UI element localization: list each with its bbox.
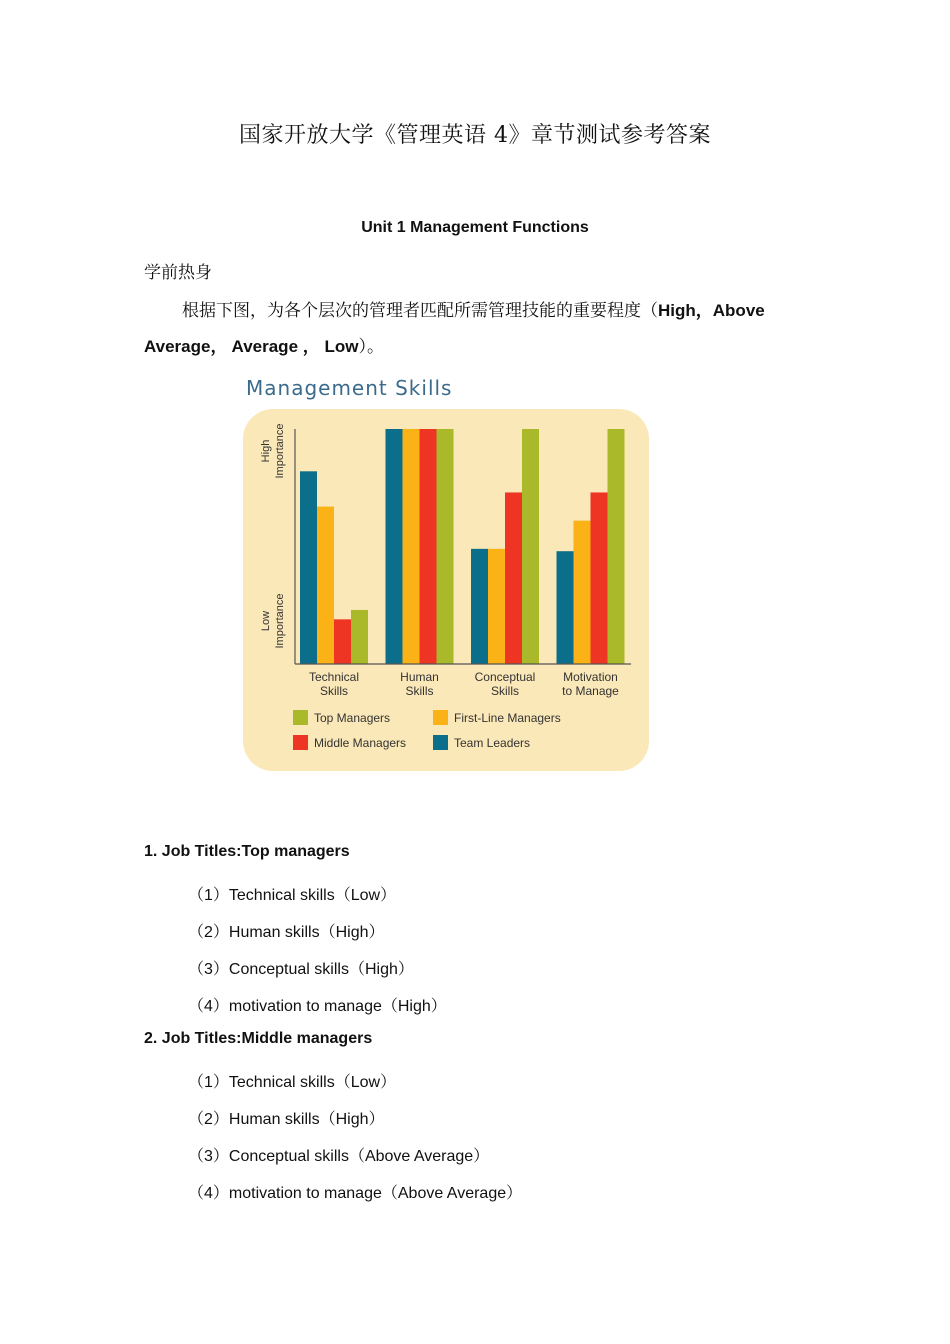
bar-middle-managers-0 (334, 619, 351, 664)
legend-swatch (293, 735, 308, 750)
bar-first-line-managers-2 (488, 549, 505, 664)
bar-middle-managers-3 (591, 492, 608, 664)
answer-item: （4）motivation to manage（Above Average） (188, 1185, 523, 1202)
legend-swatch (433, 710, 448, 725)
answer-heading-top-managers: 1. Job Titles:Top managers (144, 843, 350, 860)
legend-item-middle-managers (293, 735, 406, 750)
legend-swatch (293, 710, 308, 725)
bar-top-managers-1 (437, 429, 454, 664)
x-tick-label-3: Motivation to Manage (562, 670, 619, 698)
x-tick-label-2: Conceptual Skills (474, 670, 536, 698)
legend-label: Team Leaders (454, 735, 531, 750)
bar-middle-managers-2 (505, 492, 522, 664)
x-tick-label-0: Technical Skills (308, 670, 360, 698)
legend-item-top-managers (293, 710, 390, 725)
unit-title: Unit 1 Management Functions (361, 219, 589, 236)
bar-team-leaders-1 (386, 429, 403, 664)
legend-label: Middle Managers (314, 735, 407, 750)
bar-first-line-managers-0 (317, 507, 334, 664)
bar-first-line-managers-3 (574, 521, 591, 664)
instruction-options: High，Above Average， Average ， Low (144, 301, 765, 356)
bar-first-line-managers-1 (403, 429, 420, 664)
instruction-paragraph (144, 293, 814, 365)
answer-item: （2）Human skills（High） (188, 1111, 385, 1128)
bar-team-leaders-2 (471, 549, 488, 664)
instruction-end: ）。 (358, 337, 384, 357)
warmup-label: 学前热身 (144, 263, 212, 283)
legend-item-team-leaders (433, 735, 530, 750)
x-tick-label-1: Human Skills (400, 670, 439, 698)
legend-label: First-Line Managers (454, 710, 561, 725)
answer-item: （3）Conceptual skills（High） (188, 961, 414, 978)
instruction-text: 根据下图，为各个层次的管理者匹配所需管理技能的重要程度（ (182, 301, 658, 321)
answer-item: （2）Human skills（High） (188, 924, 385, 941)
answer-item: （1）Technical skills（Low） (188, 887, 397, 904)
answer-item: （3）Conceptual skills（Above Average） (188, 1148, 490, 1165)
bar-top-managers-3 (608, 429, 625, 664)
legend-swatch (433, 735, 448, 750)
legend-item-first-line-managers (433, 710, 561, 725)
bar-top-managers-2 (522, 429, 539, 664)
y-axis-label-high: High Importance (260, 423, 286, 479)
legend-label: Top Managers (314, 710, 391, 725)
page-title: 国家开放大学《管理英语 4》章节测试参考答案 (239, 123, 711, 148)
bar-top-managers-0 (351, 610, 368, 664)
answer-heading-middle-managers: 2. Job Titles:Middle managers (144, 1030, 373, 1047)
answer-item: （1）Technical skills（Low） (188, 1074, 397, 1091)
bar-middle-managers-1 (420, 429, 437, 664)
y-axis-label-low: Low Importance (260, 593, 286, 649)
bar-team-leaders-3 (557, 551, 574, 664)
bar-team-leaders-0 (300, 471, 317, 664)
chart-title: Management Skills (246, 376, 453, 400)
answer-item: （4）motivation to manage（High） (188, 998, 447, 1015)
